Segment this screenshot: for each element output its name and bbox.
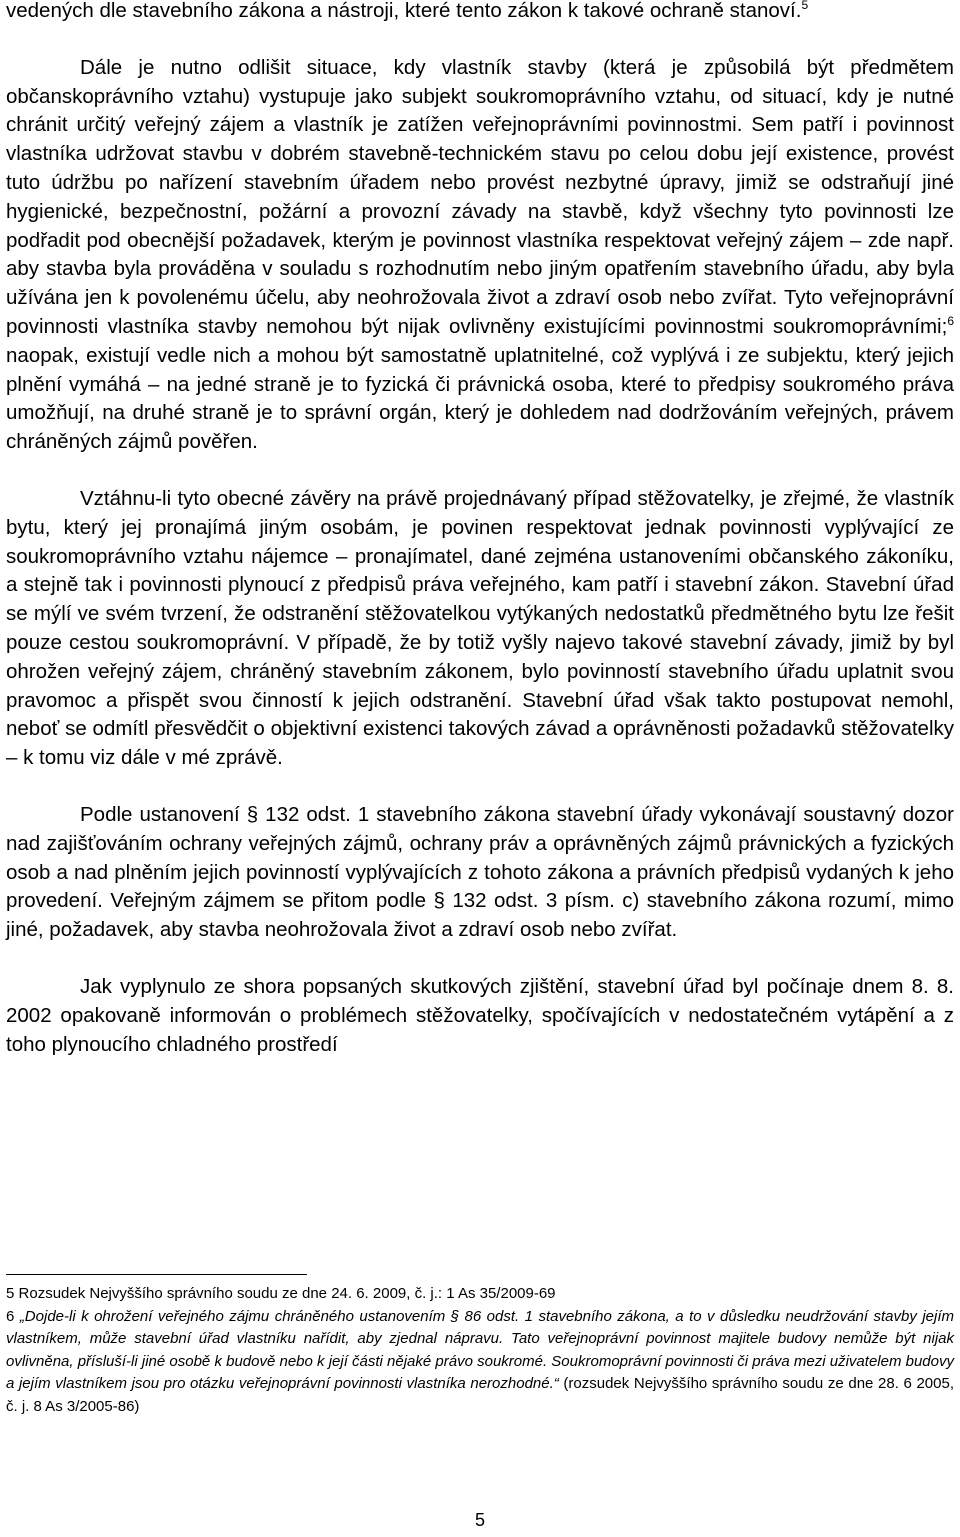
footnote xyxy=(6,1283,954,1306)
paragraph xyxy=(6,0,954,26)
footnote-text: (rozsudek Nejvyššího správního soudu ze dne 28. 6 2005, č. j. 8 As 3/2005-86) xyxy=(6,1375,954,1415)
paragraph: Vztáhnu-li tyto obecné závěry na právě projednávaný případ stěžovatelky, je zřejmé, že vlastník bytu, který jej pronajímá jiným osobám, je povinen respektovat jednak povinnosti vyplývající ze soukromoprávního vztahu nájemce – pronajímatel, dané zejména ustanoveními občanského zákoníku, a stejně tak i povinnosti plynoucí z předpisů práva veřejného, kam patří i stavební zákon. Stavební úřad se mýlí ve svém tvrzení, že odstranění stěžovatelkou vytýkaných nedostatků předmětného bytu lze řešit pouze cestou soukromoprávní. V případě, že by totiž vyšly najevo takové stavební závady, jimiž by byl ohrožen veřejný zájem, chráněný stavebním zákonem, bylo povinností stavebního úřadu uplatnit svou pravomoc a přispět svou činností k jejich odstranění. Stavební úřad však takto postupovat nemohl, neboť se odmítl přesvědčit o objektivní existenci takových závad a oprávněnosti požadavků stěžovatelky – k tomu viz dále v mé zprávě. xyxy=(6,486,954,770)
page-number: 5 xyxy=(474,1510,485,1530)
footnote-reference[interactable]: 5 xyxy=(801,0,809,13)
footnote-quote: „Dojde-li k ohrožení veřejného zájmu chráněného ustanovením § 86 odst. 1 stavebního zákona, a to v důsledku neudržování stavby jejím vlastníkem, může stavební úřad vlastníku nařídit, aby zjednal nápravu. Tato veřejnoprávní povinnost majitele budovy nemůže být nijak ovlivněna, přísluší-li jiné osobě k budově nebo k její části nějaké právo soukromé. Soukromoprávní povinnosti či práva mezi uživatelem budovy a jejím vlastníkem jsou pro otázku veřejnoprávní povinnosti vlastníka nerozhodné.“ xyxy=(6,1307,954,1392)
footnote-reference[interactable]: 6 xyxy=(947,314,954,329)
footnotes xyxy=(6,1283,954,1418)
paragraph-gap xyxy=(6,945,954,973)
paragraph-text: vedených dle stavebního zákona a nástroji, které tento zákon k takové ochraně stanoví. xyxy=(6,0,802,22)
footnote-number: 5 xyxy=(6,1285,15,1302)
footnote xyxy=(6,1306,954,1419)
paragraph xyxy=(6,54,954,457)
paragraph-text: naopak, existují vedle nich a mohou být samostatně uplatnitelné, což vyplývá i ze subjektu, který jejich plnění vymáhá – na jedné straně je to fyzická či právnická osoba, které to předpisy soukromého práva umožňují, na druhé straně je to správní orgán, který je dohledem nad dodržováním veřejných, právem chráněných zájmů pověřen. xyxy=(6,343,954,454)
paragraph: Jak vyplynulo ze shora popsaných skutkových zjištění, stavební úřad byl počínaje dnem 8. 8. 2002 opakovaně informován o problémech stěžovatelky, spočívajících v nedostatečném vytápění a z toho plynoucího chladného prostředí xyxy=(6,974,954,1056)
footnote-separator xyxy=(6,1274,307,1275)
footnote-number: 6 xyxy=(6,1307,15,1325)
paragraph-gap xyxy=(6,26,954,54)
paragraph-gap xyxy=(6,457,954,485)
paragraph-gap xyxy=(6,773,954,801)
document-page xyxy=(6,0,954,1059)
paragraph: Podle ustanovení § 132 odst. 1 stavebního zákona stavební úřady vykonávají soustavný dozor nad zajišťováním ochrany veřejných zájmů, ochrany práv a oprávněných zájmů právnických a fyzických osob a nad plněním jejich povinností vyplývajících z tohoto zákona a právních předpisů vydaných k jeho provedení. Veřejným zájmem se přitom podle § 132 odst. 3 písm. c) stavebního zákona rozumí, mimo jiné, požadavek, aby stavba neohrožovala život a zdraví osob nebo zvířat. xyxy=(6,802,954,942)
footnote-text: Rozsudek Nejvyššího správního soudu ze dne 24. 6. 2009, č. j.: 1 As 35/2009-69 xyxy=(18,1285,556,1302)
paragraph-text: Dále je nutno odlišit situace, kdy vlastník stavby (která je způsobilá být předmětem občanskoprávního vztahu) vystupuje jako subjekt soukromoprávního vztahu, od situací, kdy je nutné chránit určitý veřejný zájem a vlastník je zatížen veřejnoprávními povinnostmi. Sem patří i povinnost vlastníka udržovat stavbu v dobrém stavebně-technickém stavu po celou dobu její existence, provést tuto údržbu po nařízení stavebním úřadem nebo provést nezbytné úpravy, jimiž se odstraňují jiné hygienické, bezpečnostní, požární a provozní závady na stavbě, když všechny tyto povinnosti lze podřadit pod obecnější požadavek, kterým je povinnost vlastníka respektovat veřejný zájem – zde např. aby stavba byla prováděna v souladu s rozhodnutím nebo jiným opatřením stavebního úřadu, aby byla užívána jen k povolenému účelu, aby neohrožovala život a zdraví osob nebo zvířat. Tyto veřejnoprávní povinnosti vlastníka stavby nemohou být nijak ovlivněny existujícími povinnostmi soukromoprávními; xyxy=(6,55,954,338)
